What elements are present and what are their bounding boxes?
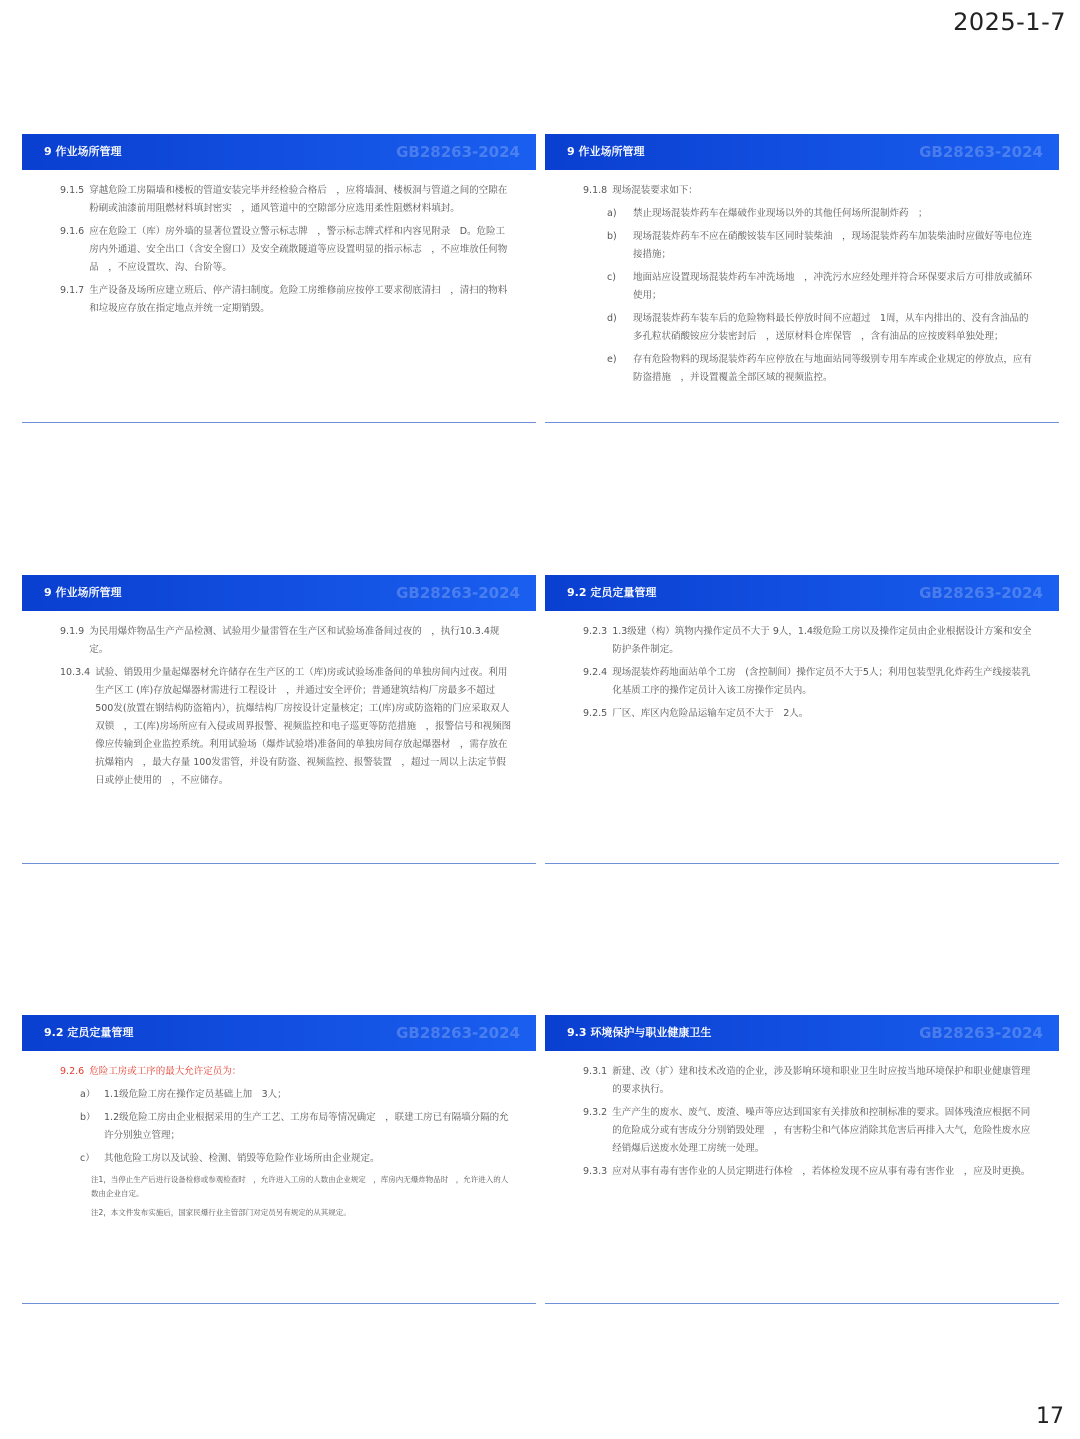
clause <box>583 705 1037 723</box>
clause <box>60 623 514 659</box>
slide-5 <box>22 1015 536 1304</box>
slide-header-bar <box>545 575 1059 611</box>
page-number: 17 <box>1036 1404 1064 1429</box>
standard-watermark: GB28263-2024 <box>396 143 520 161</box>
slide-section-title: 9 作业场所管理 <box>44 145 122 158</box>
list-item-text: 1.2级危险工房由企业根据采用的生产工艺、工房布局等情况确定 ，联建工房已有隔墙分隔的允许分别独立管理； <box>104 1112 509 1141</box>
clause-text: 1.3级建（构）筑物内操作定员不大于 9人，1.4级危险工房以及操作定员由企业根据设计方案和安全防护条件制定。 <box>612 626 1032 655</box>
slide-content <box>60 623 514 795</box>
list-item-text: 禁止现场混装炸药车在爆破作业现场以外的其他任何场所混制炸药 ； <box>633 208 928 219</box>
slide-2 <box>545 134 1059 423</box>
standard-watermark: GB28263-2024 <box>919 143 1043 161</box>
note: 注1，当停止生产后进行设备检修或参观检查时 ，允许进入工房的人数由企业规定 ，库房内无爆炸物品时 ，允许进入的人数由企业自定。 <box>91 1175 509 1198</box>
list-item-label: c） <box>80 1153 95 1164</box>
slide-section-title: 9.2 定员定量管理 <box>567 586 657 599</box>
slide-section-title: 9 作业场所管理 <box>44 586 122 599</box>
clause-text: 试验、销毁用少量起爆器材允许储存在生产区的工（库)房或试验场准备间的单独房间内过夜。利用生产区工 (库)存放起爆器材需进行工程设计 ，并通过安全评价；普通建筑结构厂房最多不超过 500发(放置在钢结构防盗箱内），抗爆结构厂房按设计定量核定；工(库)房或防盗箱的门应采取双人双锁 ，工(库)房场所应有入侵或周界报警、视频监控和电子巡更等防范措施 ，报警信号和视频图像应传输到企业监控系统。利用试验场（爆炸试验塔)准备间的单独房间存放起爆器材 ，需存放在抗爆箱内 ，最大存量 100发雷管，并设有防盗、视频监控、报警装置 ，超过一周以上法定节假日或停止使用的 ，不应储存。 <box>95 667 512 786</box>
clause-text: 危险工房或工序的最大允许定员为： <box>89 1066 242 1077</box>
clause-number: 9.1.5 <box>60 185 85 196</box>
clause-number: 9.2.5 <box>583 708 608 719</box>
list-item-label: c) <box>607 272 616 283</box>
slide-header-bar <box>22 575 536 611</box>
slide-6 <box>545 1015 1059 1304</box>
clause <box>583 623 1037 659</box>
clause <box>60 223 514 277</box>
list-item <box>583 205 1037 223</box>
slide-bottom-rule <box>545 422 1059 423</box>
list-item-text: 其他危险工房以及试验、检测、销毁等危险作业场所由企业规定。 <box>104 1153 380 1164</box>
slide-bottom-rule <box>545 1303 1059 1304</box>
slide-header-bar <box>22 134 536 170</box>
clause <box>60 282 514 318</box>
clause-text: 为民用爆炸物品生产产品检测、试验用少量雷管在生产区和试验场准备间过夜的 ，执行10.3.4规定。 <box>89 626 500 655</box>
list-item <box>583 228 1037 264</box>
list-item-label: a） <box>80 1089 96 1100</box>
clause-number: 9.2.3 <box>583 626 608 637</box>
list-item-text: 现场混装炸药车装车后的危险物料最长停放时间不应超过 1周，从车内排出的、没有含油品的多孔粒状硝酸铵应分装密封后 ，送原材料仓库保管 ，含有油品的应按废料单独处理； <box>633 313 1029 342</box>
slide-bottom-rule <box>22 863 536 864</box>
slide-header-bar <box>545 1015 1059 1051</box>
date-label: 2025-1-7 <box>953 8 1066 36</box>
list-item-label: d) <box>607 313 617 324</box>
list-item-text: 地面站应设置现场混装炸药车冲洗场地 ，冲洗污水应经处理并符合环保要求后方可排放或循环使用； <box>633 272 1033 301</box>
clause-text: 厂区、库区内危险品运输车定员不大于 2人。 <box>612 708 809 719</box>
note: 注2，本文件发布实施后，国家民爆行业主管部门对定员另有规定的从其规定。 <box>91 1208 351 1217</box>
clause-number: 10.3.4 <box>60 667 91 678</box>
clause <box>583 1063 1037 1099</box>
clause-text: 新建、改（扩）建和技术改造的企业，涉及影响环境和职业卫生时应按当地环境保护和职业健康管理的要求执行。 <box>612 1066 1031 1095</box>
clause-number: 9.3.1 <box>583 1066 608 1077</box>
clause-text: 生产产生的废水、废气、废渣、噪声等应达到国家有关排放和控制标准的要求。固体残渣应根据不同的危险成分或有害成分分别销毁处理 ，有害粉尘和气体应消除其危害后再排入大气，危险性废水应经销爆后送废水处理工房统一处理。 <box>612 1107 1031 1154</box>
list-item <box>60 1086 514 1104</box>
slide-section-title: 9.3 环境保护与职业健康卫生 <box>567 1026 712 1039</box>
slide-1 <box>22 134 536 423</box>
clause-number: 9.1.6 <box>60 226 85 237</box>
clause <box>60 182 514 218</box>
slide-header-bar <box>545 134 1059 170</box>
clause-number: 9.2.4 <box>583 667 608 678</box>
clause-highlighted <box>60 1063 514 1081</box>
list-item-label: a) <box>607 208 617 219</box>
list-item-text: 现场混装炸药车不应在硝酸铵装车区同时装柴油 ，现场混装炸药车加装柴油时应做好等电位连接措施； <box>633 231 1033 260</box>
clause <box>583 1163 1037 1181</box>
slide-content <box>60 1063 514 1225</box>
standard-watermark: GB28263-2024 <box>919 1024 1043 1042</box>
clause-number: 9.3.2 <box>583 1107 608 1118</box>
list-item <box>60 1109 514 1145</box>
list-item-label: b) <box>607 231 617 242</box>
clause-text: 应在危险工（库）房外墙的显著位置设立警示标志牌 ，警示标志牌式样和内容见附录 D。危险工房内外通道、安全出口（含安全窗口）及安全疏散隧道等应设置明显的指示标志 ，不应堆放任何物品 ，不应设置坎、沟、台阶等。 <box>89 226 508 273</box>
list-item <box>583 351 1037 387</box>
clause-text: 应对从事有毒有害作业的人员定期进行体检 ，若体检发现不应从事有毒有害作业 ，应及时更换。 <box>612 1166 1031 1177</box>
clause-number: 9.2.6 <box>60 1066 85 1077</box>
clause-text: 穿越危险工房隔墙和楼板的管道安装完毕并经检验合格后 ，应将墙洞、楼板洞与管道之间的空隙在粉刷或油漆前用阻燃材料填封密实 ，通风管道中的空隙部分应选用柔性阻燃材料填封。 <box>89 185 508 214</box>
slide-section-title: 9 作业场所管理 <box>567 145 645 158</box>
clause-number: 9.1.7 <box>60 285 85 296</box>
slide-content <box>583 623 1037 728</box>
slide-content <box>583 182 1037 392</box>
list-item-label: e) <box>607 354 617 365</box>
slide-bottom-rule <box>22 422 536 423</box>
standard-watermark: GB28263-2024 <box>396 584 520 602</box>
clause-number: 9.3.3 <box>583 1166 608 1177</box>
slide-bottom-rule <box>22 1303 536 1304</box>
slide-content <box>583 1063 1037 1186</box>
slide-content <box>60 182 514 323</box>
list-item <box>583 269 1037 305</box>
clause <box>583 664 1037 700</box>
slide-section-title: 9.2 定员定量管理 <box>44 1026 134 1039</box>
clause-number: 9.1.8 <box>583 185 608 196</box>
clause-number: 9.1.9 <box>60 626 85 637</box>
clause-text: 现场混装炸药地面站单个工房 (含控制间）操作定员不大于5人；利用包装型乳化炸药生产线接装乳化基质工序的操作定员计入该工房操作定员内。 <box>612 667 1031 696</box>
slide-header-bar <box>22 1015 536 1051</box>
clause-text: 现场混装要求如下： <box>612 185 698 196</box>
clause-text: 生产设备及场所应建立班后、停产清扫制度。危险工房维修前应按停工要求彻底清扫 ，清扫的物料和垃圾应存放在指定地点并统一定期销毁。 <box>89 285 508 314</box>
slide-3 <box>22 575 536 864</box>
clause <box>583 1104 1037 1158</box>
clause <box>583 182 1037 200</box>
list-item-label: b） <box>80 1112 96 1123</box>
list-item <box>583 310 1037 346</box>
list-item-text: 1.1级危险工房在操作定员基础上加 3人； <box>104 1089 287 1100</box>
list-item-text: 存有危险物料的现场混装炸药车应停放在与地面站同等级别专用车库或企业规定的停放点，应有防盗措施 ，并设置覆盖全部区域的视频监控。 <box>633 354 1033 383</box>
slide-bottom-rule <box>545 863 1059 864</box>
slide-4 <box>545 575 1059 864</box>
standard-watermark: GB28263-2024 <box>919 584 1043 602</box>
standard-watermark: GB28263-2024 <box>396 1024 520 1042</box>
clause <box>60 664 514 790</box>
list-item <box>60 1150 514 1168</box>
